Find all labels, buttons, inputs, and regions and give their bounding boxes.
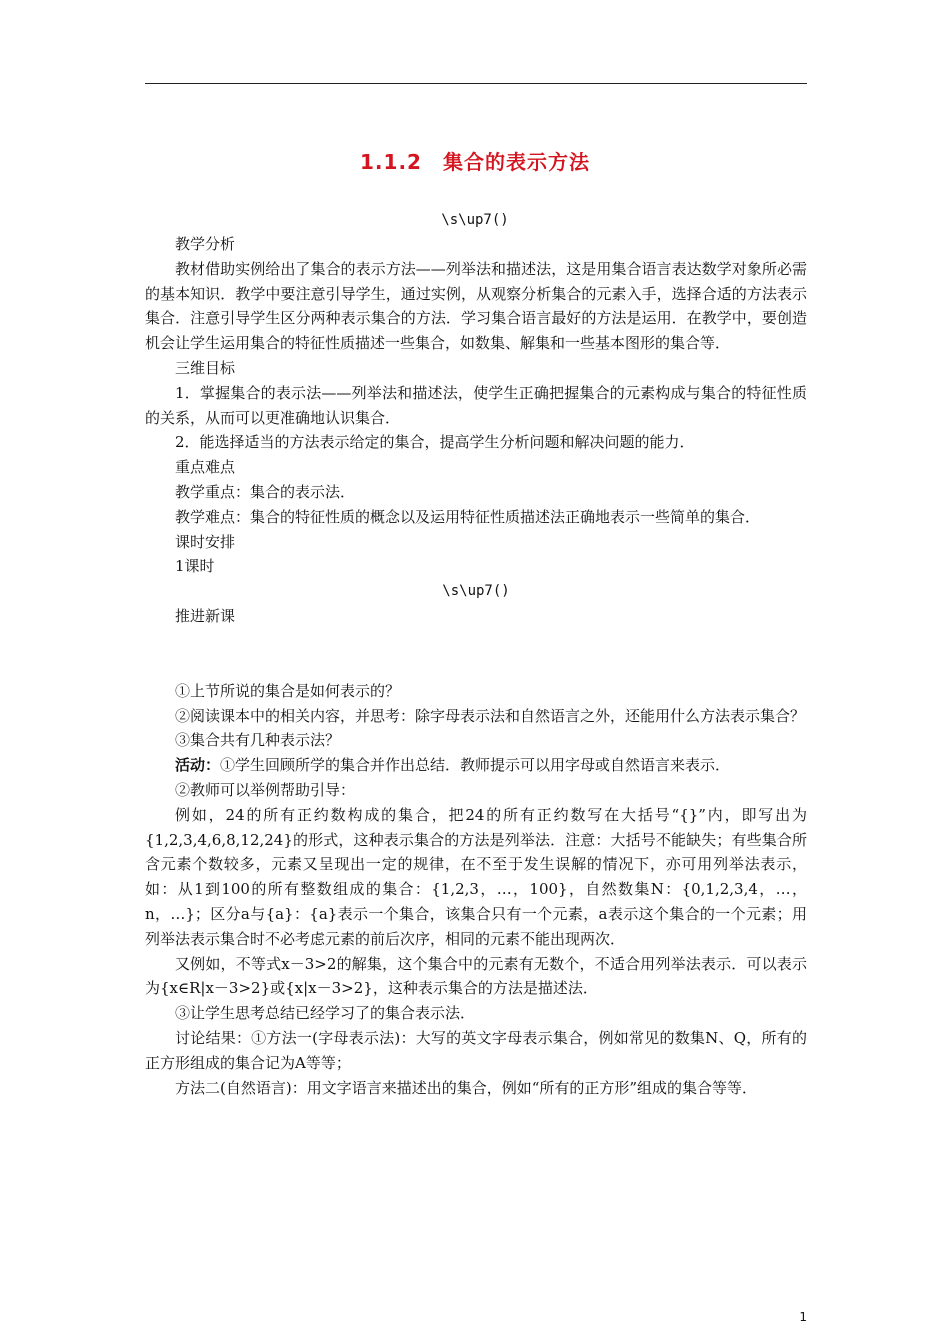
schedule-hours: 1课时 <box>175 557 215 576</box>
section-heading-new-lesson: 推进新课 <box>175 606 236 625</box>
discussion-result: 讨论结果：①方法一(字母表示法)：大写的英文字母表示集合，例如常见的数集N、Q，所有的正方形组成的集合记为A等等； <box>145 1028 807 1072</box>
page-title: 1.1.2 集合的表示方法 <box>360 150 590 174</box>
activity-step-2: ②教师可以举例帮助引导： <box>175 780 356 799</box>
analysis-paragraph: 教材借助实例给出了集合的表示方法——列举法和描述法，这是用集合语言表达数学对象所必需的基本知识．教学中要注意引导学生，通过实例，从观察分析集合的元素入手，选择合适的方法表示集合．注意引导学生区分两种表示集合的方法．学习集合语言最好的方法是运用．在教学中，要创造机会让学生运用集合的特征性质描述一些集合，如数集、解集和一些基本图形的集合等． <box>145 259 807 353</box>
difficulty-point: 教学难点：集合的特征性质的概念以及运用特征性质描述法正确地表示一些简单的集合． <box>175 507 761 526</box>
goal-2: 2．能选择适当的方法表示给定的集合，提高学生分析问题和解决问题的能力． <box>175 433 695 452</box>
key-point: 教学重点：集合的表示法． <box>175 482 356 501</box>
activity-step-3: ③让学生思考总结已经学习了的集合表示法． <box>175 1004 476 1023</box>
activity-text: ①学生回顾所学的集合并作出总结．教师提示可以用字母或自然语言来表示． <box>220 756 731 775</box>
activity-paragraph <box>145 753 807 778</box>
spacer <box>145 629 807 679</box>
section-heading-goals: 三维目标 <box>175 358 236 377</box>
example-description: 又例如，不等式x－3>2的解集，这个集合中的元素有无数个，不适合用列举法表示．可以表示为{x∈R|x－3>2}或{x|x－3>2}，这种表示集合的方法是描述法． <box>145 954 807 998</box>
question-2: ②阅读课本中的相关内容，并思考：除字母表示法和自然语言之外，还能用什么方法表示集合？ <box>175 706 806 725</box>
question-3: ③集合共有几种表示法？ <box>175 731 341 750</box>
section-heading-key-points: 重点难点 <box>175 458 236 477</box>
section-heading-schedule: 课时安排 <box>175 532 236 551</box>
document-body <box>145 232 807 1100</box>
header-rule <box>145 83 807 84</box>
method-two: 方法二(自然语言)：用文字语言来描述出的集合，例如“所有的正方形”组成的集合等等． <box>175 1078 758 1097</box>
activity-label: 活动： <box>175 756 221 775</box>
page-number: 1 <box>799 1310 807 1324</box>
goal-1: 1．掌握集合的表示法——列举法和描述法，使学生正确把握集合的元素构成与集合的特征性质的关系，从而可以更准确地认识集合． <box>145 383 807 427</box>
field-code: \s\up7() <box>441 212 509 228</box>
example-enumeration: 例如，24的所有正约数构成的集合，把24的所有正约数写在大括号“{}”内，即写出为{1,2,3,4,6,8,12,24}的形式，这种表示集合的方法是列举法．注意：大括号不能缺失；有些集合所含元素个数较多，元素又呈现出一定的规律，在不至于发生误解的情况下，亦可用列举法表示， 如：从1到100的所有整数组成的集合：{1,2,3，…，100}，自然数集N：{0,1,2,3,4，…，n，…}；区分a与{a}：{a}表示一个集合，该集合只有一个元素，a表示这个集合的一个元素；用列举法表示集合时不必考虑元素的前后次序，相同的元素不能出现两次． <box>145 805 807 948</box>
section-heading-analysis: 教学分析 <box>175 235 236 253</box>
question-1: ①上节所说的集合是如何表示的？ <box>175 681 401 700</box>
field-code-2: \s\up7() <box>442 583 510 600</box>
